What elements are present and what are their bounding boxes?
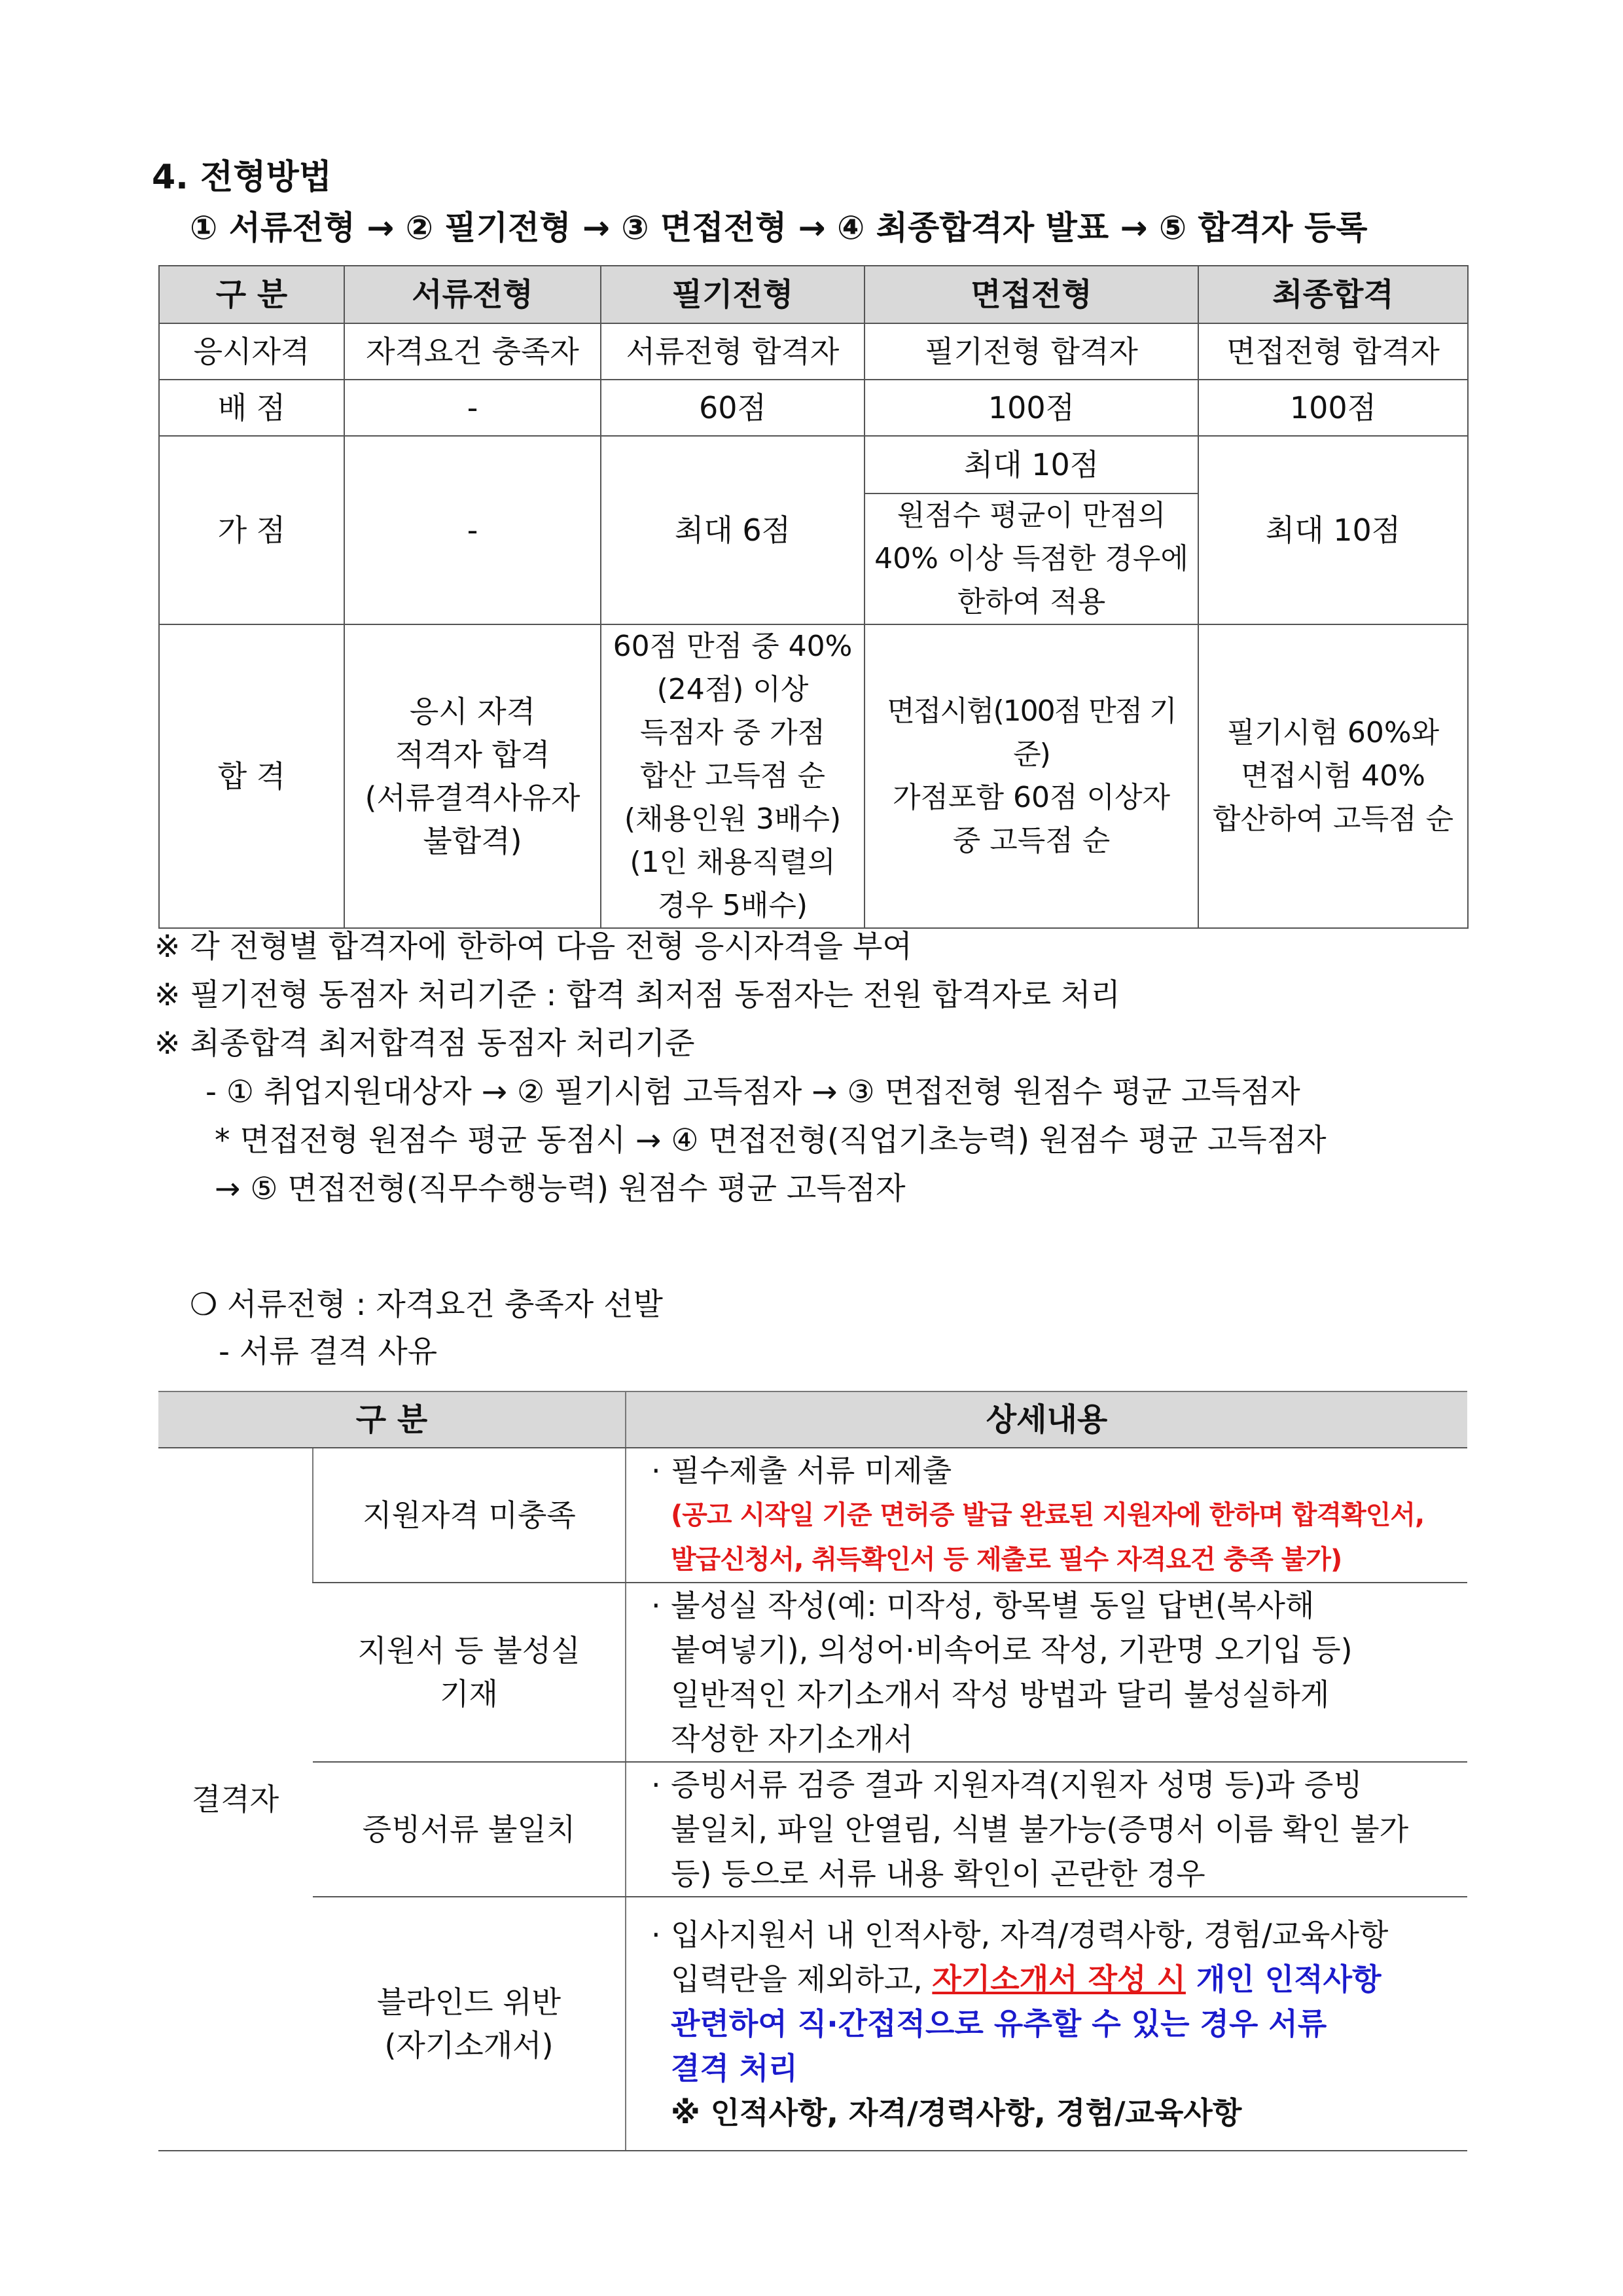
text-line: (채용인원 3배수): [624, 802, 842, 836]
text-line: 불합격): [423, 823, 522, 859]
reason-detail: [626, 1448, 1467, 1583]
text-line: 가점포함 60점 이상자: [893, 781, 1170, 814]
table-cell: 최대 6점: [601, 436, 865, 624]
text-line: 필기시험 60%와: [1226, 716, 1440, 749]
disqualification-table: [158, 1391, 1467, 2151]
header-interview: 면접전형: [865, 266, 1198, 323]
text-line: 중 고득점 순: [952, 824, 1111, 857]
table-row: [159, 624, 1468, 928]
section-heading: 4. 전형방법: [152, 158, 332, 197]
text-line: (서류결격사유자: [365, 780, 580, 816]
text-line: 발급신청서, 취득확인서 등 제출로 필수 자격요건 충족 불가): [671, 1545, 1342, 1575]
reason-detail: [626, 1583, 1467, 1762]
section-title: ❍ 서류전형 : 자격요건 충족자 선발: [190, 1287, 663, 1323]
text-line: [651, 1957, 1461, 2001]
text-line: 한하여 적용: [957, 585, 1106, 619]
reason-name: [313, 1897, 626, 2151]
notes-block: [154, 923, 1327, 1213]
note-line: ※ 최종합격 최저합격점 동점자 처리기준: [154, 1026, 695, 1062]
section-subtitle: - 서류 결격 사유: [219, 1334, 438, 1370]
note-line: ※ 필기전형 동점자 처리기준 : 합격 최저점 동점자는 전원 합격자로 처리: [154, 977, 1120, 1013]
text-span: 입력란을 제외하고,: [671, 1962, 933, 1997]
text-line: 붙여넣기), 의성어·비속어로 작성, 기관명 오기입 등): [671, 1632, 1353, 1668]
text-line: 결격 처리: [671, 2051, 798, 2086]
table-cell: 서류전형 합격자: [601, 323, 865, 380]
reason-detail: [626, 1897, 1467, 2151]
table-cell: [865, 624, 1198, 928]
table-cell: 자격요건 충족자: [344, 323, 601, 380]
reason-name: 증빙서류 불일치: [313, 1762, 626, 1897]
text-line: 지원서 등 불성실: [357, 1633, 580, 1668]
note-line: ※ 각 전형별 합격자에 한하여 다음 전형 응시자격을 부여: [154, 929, 912, 965]
row-label-pass: 합 격: [159, 624, 344, 928]
table-cell: 최대 10점: [1198, 436, 1468, 624]
text-line: 일반적인 자기소개서 작성 방법과 달리 불성실하게: [671, 1677, 1330, 1712]
table-cell: 필기전형 합격자: [865, 323, 1198, 380]
text-line: 합산하여 고득점 순: [1212, 802, 1454, 836]
row-label-bonus: 가 점: [159, 436, 344, 624]
table-cell: -: [344, 380, 601, 436]
interview-bonus-note: [865, 493, 1198, 624]
table-cell: -: [344, 436, 601, 624]
reason-detail: [626, 1762, 1467, 1897]
header-document: 서류전형: [344, 266, 601, 323]
text-line: 블라인드 위반: [376, 1984, 562, 2020]
text-line: · 입사지원서 내 인적사항, 자격/경력사항, 경험/교육사항: [651, 1917, 1389, 1952]
text-line: · 불성실 작성(예: 미작성, 항목별 동일 답변(복사해: [651, 1588, 1315, 1623]
text-span: 증빙서류 검증 결과 지원자격(지원자 성명 등)과 증빙: [671, 1767, 1363, 1803]
row-label-qualification: 응시자격: [159, 323, 344, 380]
table-cell: 100점: [865, 380, 1198, 436]
note-line: * 면접전형 원점수 평균 동점시 → ④ 면접전형(직업기초능력) 원점수 평균 고득점자: [215, 1122, 1327, 1158]
header-final: 최종합격: [1198, 266, 1468, 323]
note-line: - ① 취업지원대상자 → ② 필기시험 고득점자 → ③ 면접전형 원점수 평균 고득점자: [205, 1074, 1300, 1110]
table-row: [158, 1897, 1467, 2151]
table-row: [159, 380, 1468, 436]
text-line: 작성한 자기소개서: [671, 1721, 914, 1757]
table-row: [158, 1762, 1467, 1897]
table-header-row: [158, 1391, 1467, 1448]
text-span: 입사지원서 내 인적사항, 자격/경력사항, 경험/교육사항: [671, 1917, 1389, 1952]
text-line: (24점) 이상: [656, 673, 809, 706]
selection-method-table: [158, 265, 1469, 929]
text-line: 면접시험(100점 만점 기준): [887, 694, 1176, 771]
text-span: 불성실 작성(예: 미작성, 항목별 동일 답변(복사해: [671, 1588, 1315, 1623]
text-line: (자기소개서): [384, 2028, 554, 2063]
reason-name: [313, 1583, 626, 1762]
highlight-blue: 개인 인적사항: [1185, 1962, 1382, 1997]
text-line: 원점수 평균이 만점의: [897, 499, 1166, 532]
table-cell: 면접전형 합격자: [1198, 323, 1468, 380]
text-line: 득점자 중 가점: [640, 716, 825, 749]
text-line: 등) 등으로 서류 내용 확인이 곤란한 경우: [671, 1856, 1205, 1892]
text-line: 불일치, 파일 안열림, 식별 불가능(증명서 이름 확인 불가: [671, 1812, 1409, 1847]
text-line: 기재: [440, 1676, 498, 1712]
text-line: 40% 이상 득점한 경우에: [874, 542, 1188, 575]
header-category: 구 분: [159, 266, 344, 323]
highlight-red: 자기소개서 작성 시: [932, 1962, 1186, 1997]
table-cell: 100점: [1198, 380, 1468, 436]
reason-name: 지원자격 미충족: [313, 1448, 626, 1583]
text-line: 60점 만점 중 40%: [613, 630, 853, 663]
text-line: (공고 시작일 기준 면허증 발급 완료된 지원자에 한하며 합격확인서,: [671, 1500, 1425, 1530]
table-cell: 최대 10점: [865, 436, 1198, 493]
document-screening-section: [190, 1282, 663, 1376]
text-line: · 증빙서류 검증 결과 지원자격(지원자 성명 등)과 증빙: [651, 1767, 1363, 1803]
row-label-score: 배 점: [159, 380, 344, 436]
note-line: → ⑤ 면접전형(직무수행능력) 원점수 평균 고득점자: [215, 1171, 906, 1207]
table-cell: 60점: [601, 380, 865, 436]
table-cell: [344, 624, 601, 928]
text-span: 필수제출 서류 미제출: [671, 1453, 952, 1488]
header-details: 상세내용: [626, 1391, 1467, 1448]
text-line: 응시 자격: [409, 694, 536, 729]
text-line: · 필수제출 서류 미제출: [651, 1453, 952, 1488]
selection-flow: ① 서류전형 → ② 필기전형 → ③ 면접전형 → ④ 최종합격자 발표 → ⑤ 합격자 등록: [190, 209, 1368, 247]
text-line: 관련하여 직·간접적으로 유추할 수 있는 경우 서류: [671, 2006, 1327, 2041]
text-line: 합산 고득점 순: [640, 759, 825, 793]
table-row: [159, 436, 1468, 493]
header-category: 구 분: [158, 1391, 626, 1448]
text-line: (1인 채용직렬의: [630, 846, 836, 879]
table-cell: [601, 624, 865, 928]
text-line: 적격자 합격: [395, 737, 550, 772]
table-row: [159, 323, 1468, 380]
header-written: 필기전형: [601, 266, 865, 323]
table-row: [158, 1583, 1467, 1762]
table-header-row: [159, 266, 1468, 323]
table-cell: [1198, 624, 1468, 928]
table-row: [158, 1448, 1467, 1583]
text-line: 면접시험 40%: [1241, 759, 1425, 793]
text-line: 경우 5배수): [657, 889, 808, 922]
text-line: ※ 인적사항, 자격/경력사항, 경험/교육사항: [671, 2095, 1242, 2130]
group-label: 결격자: [158, 1448, 313, 2151]
